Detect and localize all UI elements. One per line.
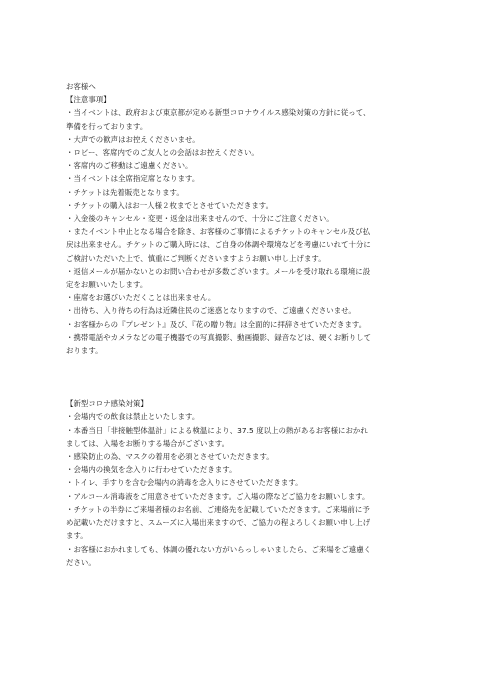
covid-line: ます。 <box>66 531 88 541</box>
notice-line: ・当イベントは全席指定席となります。 <box>66 174 200 184</box>
notice-line: ・チケットは先着販売となります。 <box>66 187 184 197</box>
notice-line: ご検討いただいた上で、慎重にご判断くださいますようお願い申し上げます。 <box>66 253 326 263</box>
notice-heading: 【注意事項】 <box>66 95 111 105</box>
notice-line: ・またイベント中止となる場合を除き、お客様のご事情によるチケットのキャンセル及び払 <box>66 227 371 237</box>
notice-line: ・携帯電話やカメラなどの電子機器での写真撮影、動画撮影、録音などは、硬くお断りして <box>66 332 372 342</box>
greeting: お客様へ <box>66 82 96 91</box>
covid-line: ・チケットの半券にご来場者様のお名前、ご連絡先を記載していただきます。ご来場前に予 <box>66 504 370 514</box>
notice-line: ・当イベントは、政府および東京都が定める新型コロナウイルス感染対策の方針に従って、 <box>66 108 371 118</box>
covid-line: ・トイレ、手すりを含む会場内の消毒を念入りにさせていただきます。 <box>66 478 303 488</box>
notice-line: 準備を行っております。 <box>66 121 148 131</box>
covid-line: ださい。 <box>66 557 96 567</box>
notice-list <box>66 106 416 357</box>
notice-line: ・出待ち、入り待ちの行為は近隣住民のご迷惑となりますので、ご遠慮くださいませ。 <box>66 306 356 316</box>
notice-line: ・座席をお選びいただくことは出来ません。 <box>66 293 216 303</box>
covid-heading: 【新型コロナ感染対策】 <box>66 399 148 409</box>
notice-line: ・返信メールが届かないとのお問い合わせが多数ございます。メールを受け取れる環境に設 <box>66 266 371 276</box>
notice-line: 定をお願いいたします。 <box>66 280 148 290</box>
notice-line: おります。 <box>66 346 103 356</box>
covid-line: ・お客様におかれましても、体調の優れない方がいらっしゃいましたら、ご来場をご遠慮く <box>66 544 372 554</box>
covid-section <box>66 397 416 569</box>
notice-line: ・お客様からの『プレゼント』及び、『花の贈り物』は全面的に拝辞させていただきます。 <box>66 319 367 329</box>
covid-line: ・会場内での飲食は禁止といたします。 <box>66 412 200 422</box>
section-spacer <box>66 357 416 397</box>
notice-line: ・チケットの購入はお一人様２枚までとさせていただきます。 <box>66 200 274 210</box>
notice-line: ・入金後のキャンセル・変更・返金は出来ませんので、十分にご注意ください。 <box>66 214 334 224</box>
notice-line: 戻は出来ません。チケットのご購入時には、ご自身の体調や環境などを考慮にいれて十分に <box>66 240 371 250</box>
notice-line: ・客席内のご移動はご遠慮ください。 <box>66 161 193 171</box>
covid-line: ・アルコール消毒液をご用意させていただきます。ご入場の際などご協力をお願いします。 <box>66 491 370 501</box>
document-body <box>66 80 416 569</box>
notice-line: ・大声での歓声はお控えくださいませ。 <box>66 134 200 144</box>
covid-line: め記載いただけますと、スムーズに入場出来ますので、ご協力の程よろしくお願い申し上げ <box>66 518 371 528</box>
notice-line: ・ロビー、客席内でのご友人との会話はお控えください。 <box>66 148 259 158</box>
covid-line: ・本番当日「非接触型体温計」による検温により、37.5 度以上の熱があるお客様におかれ <box>66 425 368 435</box>
covid-line: ・会場内の換気を念入りに行わせていただきます。 <box>66 465 237 475</box>
covid-line: ましては、入場をお断りする場合がございます。 <box>66 438 230 448</box>
covid-line: ・感染防止の為、マスクの着用を必須とさせていただきます。 <box>66 452 274 462</box>
